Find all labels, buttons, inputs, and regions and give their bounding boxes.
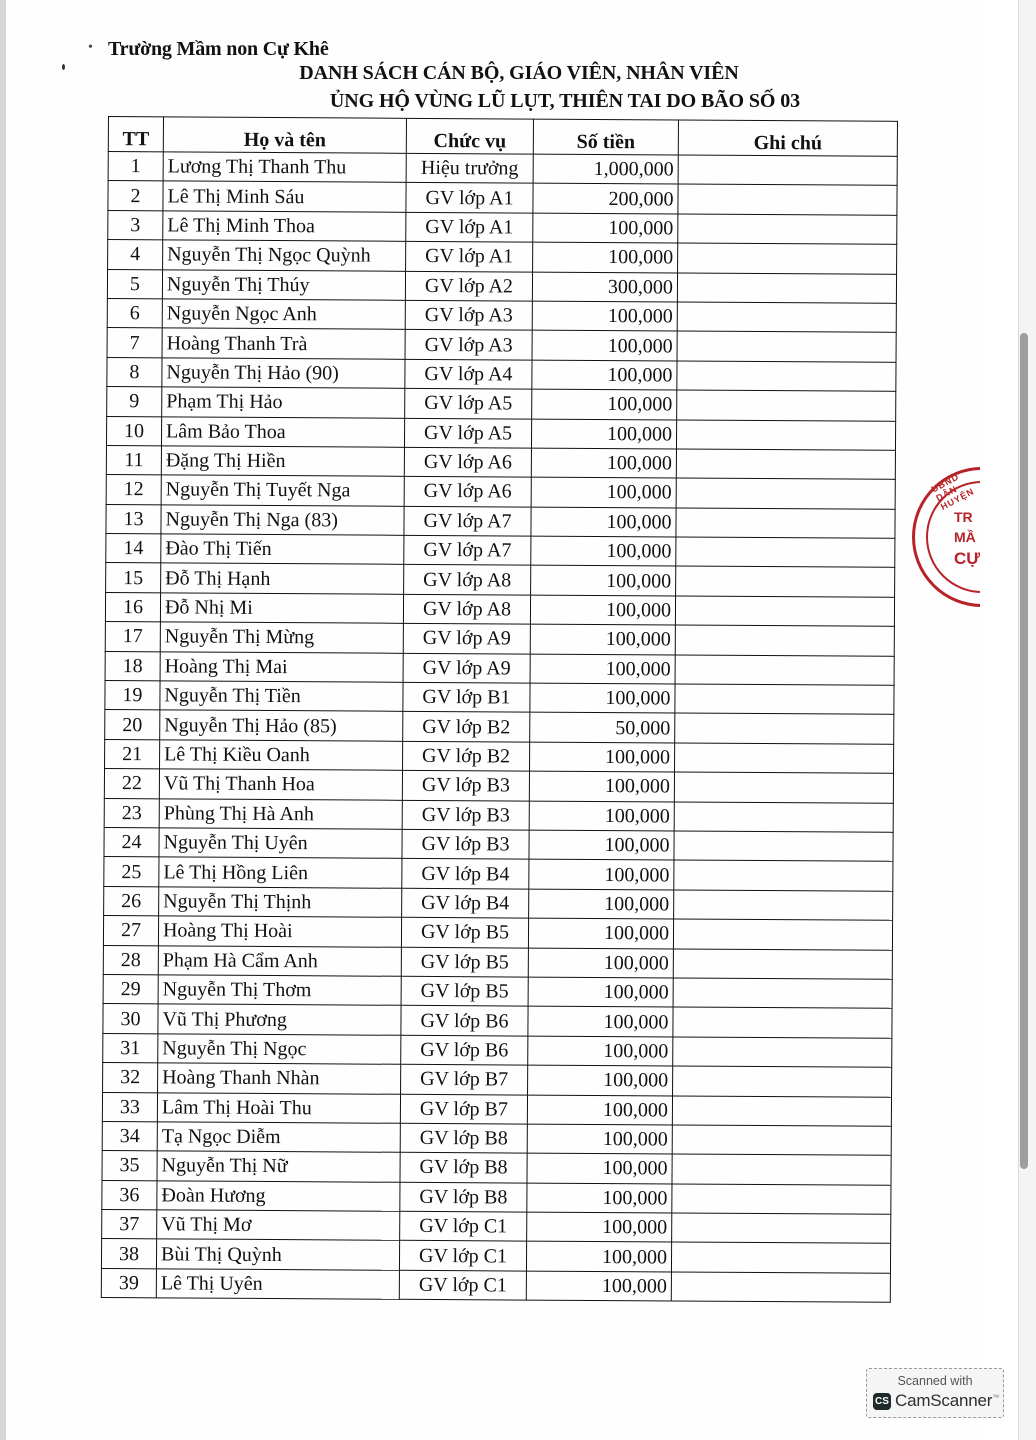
cell-note (672, 1213, 891, 1244)
cell-tt: 20 (105, 710, 160, 740)
cell-amount: 100,000 (528, 1065, 673, 1095)
cell-role: GV lớp C1 (399, 1270, 526, 1300)
table-row (102, 1210, 891, 1244)
cell-role: GV lớp A9 (403, 624, 530, 654)
cell-name: Nguyễn Thị Uyên (159, 828, 402, 859)
camscanner-brand (895, 1391, 999, 1411)
cell-amount: 100,000 (531, 448, 676, 478)
cell-role: GV lớp A5 (405, 388, 532, 418)
cell-role: GV lớp A6 (404, 447, 531, 477)
table-row (104, 769, 893, 803)
stamp-ring-text: UBND DÂN HUYỆN (929, 471, 976, 513)
cell-tt: 22 (104, 769, 159, 799)
cell-amount: 100,000 (532, 360, 677, 390)
cell-role: Hiệu trưởng (406, 153, 533, 183)
cell-tt: 30 (103, 1004, 158, 1034)
cell-name: Đặng Thị Hiền (161, 446, 404, 477)
cell-role: GV lớp A8 (403, 594, 530, 624)
table-row (106, 563, 895, 597)
cell-amount: 100,000 (526, 1271, 671, 1301)
cell-role: GV lớp A1 (406, 183, 533, 213)
table-header-row (108, 117, 897, 157)
cell-tt: 25 (104, 857, 159, 887)
cell-tt: 13 (106, 504, 161, 534)
cell-amount: 100,000 (530, 742, 675, 772)
cell-role: GV lớp B8 (400, 1182, 527, 1212)
cell-amount: 50,000 (530, 713, 675, 743)
cell-amount: 100,000 (528, 948, 673, 978)
cell-role: GV lớp A7 (404, 535, 531, 565)
cell-note (674, 860, 893, 891)
cell-role: GV lớp A5 (404, 418, 531, 448)
cell-note (672, 1095, 891, 1126)
cell-tt: 9 (107, 387, 162, 417)
cell-tt: 18 (105, 651, 160, 681)
cell-amount: 100,000 (530, 683, 675, 713)
cell-amount: 100,000 (531, 477, 676, 507)
table-row (105, 592, 894, 626)
cell-name: Nguyễn Thị Thơm (158, 975, 401, 1006)
table-row (107, 269, 896, 303)
cell-note (678, 243, 897, 274)
cell-note (677, 331, 896, 362)
table-row (107, 298, 896, 332)
cell-amount: 100,000 (531, 566, 676, 596)
table-row (102, 1151, 891, 1185)
cell-amount: 100,000 (527, 1124, 672, 1154)
cell-name: Nguyễn Thị Thúy (162, 269, 405, 300)
cell-amount: 100,000 (531, 419, 676, 449)
table-row (105, 651, 894, 685)
cell-name: Lê Thị Minh Thoa (163, 211, 406, 242)
cell-name: Đào Thị Tiến (161, 534, 404, 565)
table-row (106, 504, 895, 538)
table-row (106, 534, 895, 568)
table-row (105, 739, 894, 773)
cell-name: Vũ Thị Mơ (157, 1210, 400, 1241)
cell-note (676, 508, 895, 539)
cell-tt: 3 (108, 210, 163, 240)
cell-amount: 100,000 (531, 507, 676, 537)
cell-note (675, 743, 894, 774)
cell-amount: 100,000 (527, 1095, 672, 1125)
cell-role: GV lớp B5 (401, 947, 528, 977)
cell-note (675, 596, 894, 627)
cell-note (671, 1272, 890, 1303)
cell-note (673, 919, 892, 950)
table-row (107, 328, 896, 362)
table-row (104, 857, 893, 891)
cell-note (674, 802, 893, 833)
cell-name: Nguyễn Thị Nga (83) (161, 505, 404, 536)
cell-note (677, 302, 896, 333)
cell-amount: 100,000 (532, 301, 677, 331)
cell-amount: 100,000 (527, 1153, 672, 1183)
table-row (101, 1239, 890, 1273)
table-row (103, 974, 892, 1008)
table-row (107, 387, 896, 421)
cell-tt: 34 (102, 1121, 157, 1151)
cell-note (678, 184, 897, 215)
cell-role: GV lớp A9 (403, 653, 530, 683)
cell-note (672, 1184, 891, 1215)
camscanner-watermark (866, 1368, 1004, 1418)
table-row (103, 916, 892, 950)
cell-tt: 7 (107, 328, 162, 358)
cell-role: GV lớp A2 (405, 271, 532, 301)
cell-role: GV lớp A4 (405, 359, 532, 389)
cell-name: Phùng Thị Hà Anh (159, 798, 402, 829)
cell-note (674, 831, 893, 862)
cell-name: Hoàng Thị Mai (160, 651, 403, 682)
column-header-role: Chức vụ (406, 118, 533, 154)
cell-tt: 10 (106, 416, 161, 446)
trademark-mark: ™ (992, 1394, 1000, 1402)
cell-amount: 1,000,000 (533, 154, 678, 184)
cell-amount: 100,000 (527, 1212, 672, 1242)
cell-name: Lương Thị Thanh Thu (163, 152, 406, 183)
cell-tt: 15 (106, 563, 161, 593)
cell-tt: 29 (103, 974, 158, 1004)
official-stamp (908, 465, 1036, 611)
cell-role: GV lớp B5 (401, 917, 528, 947)
table-row (103, 945, 892, 979)
cell-note (671, 1242, 890, 1273)
table-row (105, 681, 894, 715)
cell-tt: 4 (108, 240, 163, 270)
table-row (103, 1033, 892, 1067)
cell-note (674, 772, 893, 803)
table-row (101, 1268, 890, 1302)
cell-role: GV lớp A1 (406, 212, 533, 242)
cell-tt: 8 (107, 357, 162, 387)
cell-amount: 100,000 (529, 830, 674, 860)
cell-name: Bùi Thị Quỳnh (156, 1239, 399, 1270)
cell-role: GV lớp B3 (402, 800, 529, 830)
column-header-name: Họ và tên (163, 117, 406, 153)
cell-note (672, 1125, 891, 1156)
cell-tt: 1 (108, 152, 163, 182)
cell-tt: 5 (107, 269, 162, 299)
cell-name: Tạ Ngọc Diễm (157, 1122, 400, 1153)
cell-role: GV lớp B2 (403, 741, 530, 771)
cell-amount: 200,000 (533, 183, 678, 213)
table-row (104, 886, 893, 920)
cell-tt: 16 (105, 592, 160, 622)
table-row (102, 1180, 891, 1214)
stamp-visible-half (908, 465, 980, 611)
cell-name: Lâm Bảo Thoa (161, 416, 404, 447)
cell-name: Phạm Thị Hảo (162, 387, 405, 418)
cell-name: Lâm Thị Hoài Thu (157, 1092, 400, 1123)
cell-amount: 300,000 (532, 272, 677, 302)
cell-amount: 100,000 (533, 213, 678, 243)
cell-note (673, 1037, 892, 1068)
cell-tt: 36 (102, 1180, 157, 1210)
cell-note (675, 625, 894, 656)
cell-note (676, 537, 895, 568)
cell-name: Lê Thị Minh Sáu (163, 181, 406, 212)
cell-amount: 100,000 (532, 330, 677, 360)
table-row (108, 152, 897, 186)
table-row (104, 827, 893, 861)
cell-name: Nguyễn Thị Ngọc (158, 1034, 401, 1065)
table-row (105, 622, 894, 656)
cell-role: GV lớp B5 (401, 976, 528, 1006)
cell-tt: 26 (104, 886, 159, 916)
table-row (108, 181, 897, 215)
table-row (106, 416, 895, 450)
cell-note (676, 419, 895, 450)
cell-tt: 19 (105, 681, 160, 711)
cell-name: Lê Thị Kiều Oanh (160, 740, 403, 771)
cell-note (675, 713, 894, 744)
table-row (102, 1092, 891, 1126)
cell-name: Vũ Thị Thanh Hoa (159, 769, 402, 800)
school-name: Trường Mầm non Cự Khê (108, 38, 329, 60)
cell-note (676, 449, 895, 480)
cell-tt: 27 (103, 916, 158, 946)
cell-amount: 100,000 (526, 1242, 671, 1272)
cell-name: Nguyễn Thị Ngọc Quỳnh (163, 240, 406, 271)
cell-role: GV lớp A3 (405, 330, 532, 360)
cell-name: Lê Thị Hồng Liên (159, 857, 402, 888)
cell-amount: 100,000 (527, 1183, 672, 1213)
cell-name: Nguyễn Ngọc Anh (162, 299, 405, 330)
cell-amount: 100,000 (529, 889, 674, 919)
table-row (105, 710, 894, 744)
cell-name: Lê Thị Uyên (156, 1269, 399, 1300)
cell-note (676, 478, 895, 509)
cell-name: Nguyễn Thị Thịnh (159, 887, 402, 918)
table-row (103, 1004, 892, 1038)
cell-name: Vũ Thị Phương (158, 1004, 401, 1035)
cell-name: Nguyễn Thị Tuyết Nga (161, 475, 404, 506)
cell-tt: 12 (106, 475, 161, 505)
donation-table (101, 116, 898, 1303)
cell-tt: 23 (104, 798, 159, 828)
cell-name: Đoàn Hương (157, 1180, 400, 1211)
cell-note (677, 273, 896, 304)
table-row (102, 1121, 891, 1155)
cell-tt: 31 (103, 1033, 158, 1063)
cell-note (674, 890, 893, 921)
cell-name: Hoàng Thanh Trà (162, 328, 405, 359)
cell-role: GV lớp B4 (402, 888, 529, 918)
cell-note (677, 390, 896, 421)
cell-amount: 100,000 (533, 242, 678, 272)
cell-note (675, 655, 894, 686)
document-title-line-2: ỦNG HỘ VÙNG LŨ LỤT, THIÊN TAI DO BÃO SỐ 03 (329, 90, 801, 112)
cell-tt: 39 (101, 1268, 156, 1298)
column-header-note: Ghi chú (678, 120, 897, 156)
cell-tt: 33 (102, 1092, 157, 1122)
camscanner-brand-text: CamScanner (895, 1391, 993, 1410)
cell-name: Nguyễn Thị Hảo (90) (162, 358, 405, 389)
cell-note (672, 1154, 891, 1185)
document-title-line-1: DANH SÁCH CÁN BỘ, GIÁO VIÊN, NHÂN VIÊN (299, 62, 739, 84)
cell-name: Nguyễn Thị Tiền (160, 681, 403, 712)
cell-tt: 6 (107, 298, 162, 328)
camscanner-logo-icon: CS (873, 1393, 891, 1410)
cell-amount: 100,000 (529, 859, 674, 889)
cell-note (673, 949, 892, 980)
table-row (103, 1063, 892, 1097)
bullet-dot: • (88, 40, 93, 55)
column-header-amount: Số tiền (533, 119, 678, 155)
cell-role: GV lớp C1 (400, 1211, 527, 1241)
cell-tt: 37 (102, 1210, 157, 1240)
cell-amount: 100,000 (531, 536, 676, 566)
stamp-line-2: MẦ (954, 529, 976, 545)
cell-note (673, 1066, 892, 1097)
cell-tt: 24 (104, 827, 159, 857)
cell-amount: 100,000 (530, 654, 675, 684)
cell-amount: 100,000 (530, 595, 675, 625)
cell-role: GV lớp B2 (403, 712, 530, 742)
cell-amount: 100,000 (528, 918, 673, 948)
stamp-line-1: TR (954, 509, 973, 525)
cell-name: Nguyễn Thị Nữ (157, 1151, 400, 1182)
cell-tt: 14 (106, 534, 161, 564)
cell-name: Nguyễn Thị Mừng (160, 622, 403, 653)
cell-amount: 100,000 (528, 1006, 673, 1036)
cell-amount: 100,000 (532, 389, 677, 419)
cell-name: Hoàng Thị Hoài (158, 916, 401, 947)
cell-role: GV lớp B8 (400, 1123, 527, 1153)
cell-name: Nguyễn Thị Hảo (85) (160, 710, 403, 741)
cell-amount: 100,000 (528, 1036, 673, 1066)
cell-role: GV lớp B6 (401, 1006, 528, 1036)
cell-role: GV lớp A7 (404, 506, 531, 536)
cell-note (675, 684, 894, 715)
cell-note (677, 361, 896, 392)
cell-tt: 11 (106, 445, 161, 475)
cell-tt: 2 (108, 181, 163, 211)
cell-tt: 21 (105, 739, 160, 769)
cell-tt: 38 (101, 1239, 156, 1269)
cell-amount: 100,000 (529, 771, 674, 801)
cell-note (673, 1007, 892, 1038)
cell-tt: 35 (102, 1151, 157, 1181)
table-row (106, 445, 895, 479)
cell-role: GV lớp A6 (404, 477, 531, 507)
cell-amount: 100,000 (530, 624, 675, 654)
scanned-with-label: Scanned with (897, 1374, 973, 1388)
cell-role: GV lớp A1 (406, 241, 533, 271)
cell-role: GV lớp B4 (402, 859, 529, 889)
table-row (108, 240, 897, 274)
cell-role: GV lớp B7 (401, 1064, 528, 1094)
cell-note (678, 155, 897, 186)
table-row (104, 798, 893, 832)
cell-role: GV lớp A8 (404, 565, 531, 595)
cell-amount: 100,000 (528, 977, 673, 1007)
cell-note (678, 214, 897, 245)
cell-role: GV lớp B3 (402, 771, 529, 801)
cell-role: GV lớp A3 (405, 300, 532, 330)
table-row (106, 475, 895, 509)
cell-role: GV lớp B7 (400, 1094, 527, 1124)
cell-note (673, 978, 892, 1009)
table-row (108, 210, 897, 244)
cell-name: Hoàng Thanh Nhàn (158, 1063, 401, 1094)
cell-role: GV lớp B3 (402, 829, 529, 859)
cell-role: GV lớp B6 (401, 1035, 528, 1065)
cell-name: Đỗ Thị Hạnh (161, 563, 404, 594)
scrollbar-thumb[interactable] (1020, 333, 1028, 1169)
cell-name: Phạm Hà Cẩm Anh (158, 945, 401, 976)
stamp-line-3: CỰ (954, 549, 980, 568)
table-body (101, 152, 897, 1303)
cell-amount: 100,000 (529, 801, 674, 831)
cell-tt: 28 (103, 945, 158, 975)
cell-name: Đỗ Nhị Mi (160, 593, 403, 624)
column-header-tt: TT (108, 117, 163, 152)
cell-role: GV lớp B1 (403, 682, 530, 712)
cell-role: GV lớp B8 (400, 1153, 527, 1183)
cell-role: GV lớp C1 (399, 1241, 526, 1271)
cell-tt: 17 (105, 622, 160, 652)
cell-tt: 32 (103, 1063, 158, 1093)
cell-note (676, 566, 895, 597)
table-row (107, 357, 896, 391)
